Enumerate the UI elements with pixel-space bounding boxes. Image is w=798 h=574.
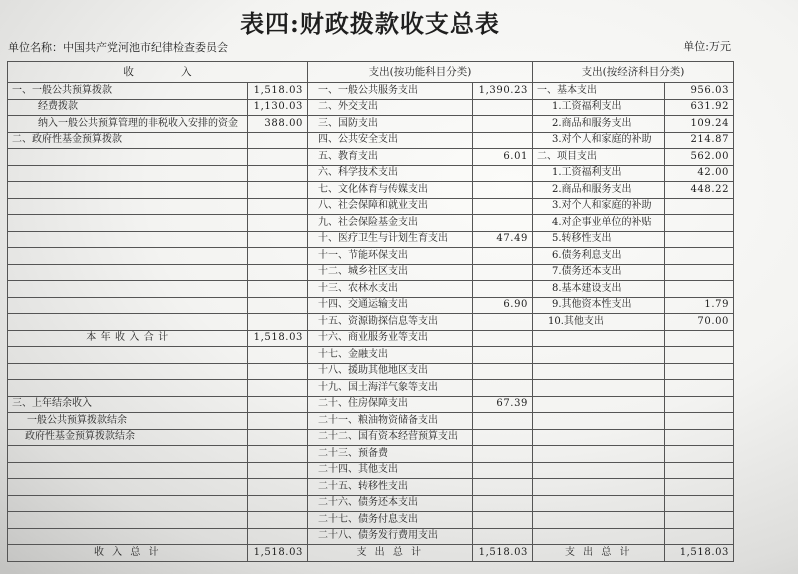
func-item: 十五、资源勘探信息等支出: [308, 314, 473, 331]
income-amount: [248, 429, 308, 446]
table-row: [8, 396, 734, 413]
econ-item: 9.其他资本性支出: [533, 297, 665, 314]
func-amount: [473, 512, 533, 529]
income-item: 一般公共预算拨款结余: [8, 413, 248, 430]
income-item: 本 年 收 入 合 计: [8, 330, 248, 347]
econ-item: [533, 528, 665, 545]
func-item: 十一、节能环保支出: [308, 248, 473, 265]
func-item: 二十五、转移性支出: [308, 479, 473, 496]
income-item: [8, 512, 248, 529]
table-row: [8, 264, 734, 281]
income-item: 一、一般公共预算拨款: [8, 83, 248, 100]
income-amount: [248, 528, 308, 545]
income-amount: [248, 215, 308, 232]
income-item: 纳入一般公共预算管理的非税收入安排的资金: [8, 116, 248, 133]
econ-amount: 562.00: [665, 149, 734, 166]
func-amount: 67.39: [473, 396, 533, 413]
income-amount: [248, 479, 308, 496]
income-item: [8, 347, 248, 364]
func-amount: 1,390.23: [473, 83, 533, 100]
econ-amount: [665, 479, 734, 496]
income-amount: [248, 347, 308, 364]
econ-amount: [665, 281, 734, 298]
func-item: 十三、农林水支出: [308, 281, 473, 298]
func-amount: 6.01: [473, 149, 533, 166]
econ-item: [533, 396, 665, 413]
table-row: [8, 347, 734, 364]
income-item: [8, 198, 248, 215]
econ-item: [533, 479, 665, 496]
table-row: [8, 297, 734, 314]
header-row: [8, 62, 734, 83]
table-row: [8, 462, 734, 479]
func-amount: [473, 528, 533, 545]
econ-amount: [665, 330, 734, 347]
income-header: 收 入: [8, 62, 308, 83]
income-item: [8, 528, 248, 545]
econ-item: 3.对个人和家庭的补助: [533, 132, 665, 149]
table-row: [8, 413, 734, 430]
table-row: [8, 116, 734, 133]
econ-item: [533, 462, 665, 479]
income-amount: [248, 413, 308, 430]
func-amount: 47.49: [473, 231, 533, 248]
econ-amount: 214.87: [665, 132, 734, 149]
income-amount: 1,518.03: [248, 545, 308, 562]
income-item: [8, 314, 248, 331]
econ-amount: [665, 380, 734, 397]
fiscal-budget-table: [7, 61, 734, 562]
econ-amount: [665, 396, 734, 413]
econ-amount: [665, 248, 734, 265]
func-amount: [473, 363, 533, 380]
econ-amount: [665, 347, 734, 364]
income-amount: 1,518.03: [248, 83, 308, 100]
func-item: 十六、商业服务业等支出: [308, 330, 473, 347]
func-amount: [473, 380, 533, 397]
func-amount: [473, 347, 533, 364]
econ-item: 一、基本支出: [533, 83, 665, 100]
func-expenditure-header: 支出(按功能科目分类): [308, 62, 533, 83]
econ-item: [533, 380, 665, 397]
econ-amount: [665, 462, 734, 479]
income-amount: [248, 198, 308, 215]
econ-amount: [665, 231, 734, 248]
func-amount: [473, 462, 533, 479]
func-item: 二十三、预备费: [308, 446, 473, 463]
econ-amount: [665, 495, 734, 512]
table-row: [8, 198, 734, 215]
func-item: 二十、住房保障支出: [308, 396, 473, 413]
econ-amount: [665, 512, 734, 529]
econ-amount: [665, 446, 734, 463]
func-amount: 1,518.03: [473, 545, 533, 562]
table-row: [8, 512, 734, 529]
income-amount: 1,518.03: [248, 330, 308, 347]
func-amount: [473, 479, 533, 496]
table-row: [8, 83, 734, 100]
page-title: 表四:财政拨款收支总表: [240, 9, 500, 38]
income-item: 三、上年结余收入: [8, 396, 248, 413]
func-item: 十七、金融支出: [308, 347, 473, 364]
income-amount: [248, 396, 308, 413]
income-item: [8, 231, 248, 248]
table-row: [8, 314, 734, 331]
econ-amount: [665, 528, 734, 545]
econ-item: 10.其他支出: [533, 314, 665, 331]
func-amount: [473, 215, 533, 232]
income-amount: [248, 446, 308, 463]
income-item: 经费拨款: [8, 99, 248, 116]
income-item: [8, 215, 248, 232]
econ-item: 3.对个人和家庭的补助: [533, 198, 665, 215]
econ-item: 1.工资福利支出: [533, 99, 665, 116]
income-item: [8, 495, 248, 512]
econ-item: [533, 512, 665, 529]
income-amount: [248, 512, 308, 529]
income-item: [8, 479, 248, 496]
income-item: [8, 165, 248, 182]
econ-amount: [665, 198, 734, 215]
func-item: 七、文化体育与传媒支出: [308, 182, 473, 199]
func-amount: [473, 446, 533, 463]
income-amount: 388.00: [248, 116, 308, 133]
income-amount: [248, 380, 308, 397]
econ-amount: 109.24: [665, 116, 734, 133]
income-item: [8, 446, 248, 463]
table-row: [8, 446, 734, 463]
econ-item: 8.基本建设支出: [533, 281, 665, 298]
econ-amount: 42.00: [665, 165, 734, 182]
income-amount: [248, 231, 308, 248]
econ-amount: [665, 429, 734, 446]
func-amount: [473, 132, 533, 149]
econ-item: [533, 495, 665, 512]
func-item: 二十六、债务还本支出: [308, 495, 473, 512]
table-row: [8, 281, 734, 298]
func-amount: [473, 182, 533, 199]
table-row: [8, 132, 734, 149]
func-item: 五、教育支出: [308, 149, 473, 166]
func-amount: 6.90: [473, 297, 533, 314]
income-amount: [248, 297, 308, 314]
income-amount: [248, 132, 308, 149]
income-item: [8, 264, 248, 281]
econ-item: 5.转移性支出: [533, 231, 665, 248]
income-item: [8, 363, 248, 380]
table-row: [8, 182, 734, 199]
func-amount: [473, 116, 533, 133]
income-amount: 1,130.03: [248, 99, 308, 116]
income-amount: [248, 314, 308, 331]
table-body: [8, 83, 734, 562]
func-item: 二十一、粮油物资储备支出: [308, 413, 473, 430]
econ-amount: 70.00: [665, 314, 734, 331]
func-item: 支 出 总 计: [308, 545, 473, 562]
income-item: [8, 380, 248, 397]
econ-amount: 1,518.03: [665, 545, 734, 562]
func-amount: [473, 413, 533, 430]
func-amount: [473, 198, 533, 215]
econ-item: [533, 363, 665, 380]
func-item: 二十四、其他支出: [308, 462, 473, 479]
income-amount: [248, 149, 308, 166]
table-row: [8, 528, 734, 545]
econ-amount: [665, 363, 734, 380]
econ-amount: 631.92: [665, 99, 734, 116]
econ-amount: [665, 413, 734, 430]
total-row: [8, 545, 734, 562]
func-item: 二十八、债务发行费用支出: [308, 528, 473, 545]
func-item: 十四、交通运输支出: [308, 297, 473, 314]
econ-item: 7.债务还本支出: [533, 264, 665, 281]
table-row: [8, 363, 734, 380]
table-row: [8, 330, 734, 347]
func-amount: [473, 495, 533, 512]
econ-amount: 956.03: [665, 83, 734, 100]
econ-amount: 1.79: [665, 297, 734, 314]
econ-item: 1.工资福利支出: [533, 165, 665, 182]
func-item: 八、社会保障和就业支出: [308, 198, 473, 215]
unit-label: 单位:万元: [683, 40, 731, 53]
table-row: [8, 429, 734, 446]
econ-item: 6.债务利息支出: [533, 248, 665, 265]
econ-amount: [665, 215, 734, 232]
func-item: 十、医疗卫生与计划生育支出: [308, 231, 473, 248]
income-amount: [248, 495, 308, 512]
income-amount: [248, 462, 308, 479]
func-amount: [473, 248, 533, 265]
income-amount: [248, 165, 308, 182]
income-item: 收 入 总 计: [8, 545, 248, 562]
table-row: [8, 248, 734, 265]
table-row: [8, 165, 734, 182]
func-amount: [473, 165, 533, 182]
func-item: 十九、国土海洋气象等支出: [308, 380, 473, 397]
func-item: 一、一般公共服务支出: [308, 83, 473, 100]
func-amount: [473, 99, 533, 116]
func-item: 二十七、债务付息支出: [308, 512, 473, 529]
func-item: 九、社会保险基金支出: [308, 215, 473, 232]
func-item: 二、外交支出: [308, 99, 473, 116]
econ-item: 2.商品和服务支出: [533, 182, 665, 199]
table-row: [8, 149, 734, 166]
func-amount: [473, 314, 533, 331]
econ-item: [533, 413, 665, 430]
func-amount: [473, 264, 533, 281]
income-amount: [248, 248, 308, 265]
table-row: [8, 231, 734, 248]
func-item: 十二、城乡社区支出: [308, 264, 473, 281]
income-item: [8, 182, 248, 199]
income-item: [8, 462, 248, 479]
income-item: [8, 149, 248, 166]
income-item: [8, 248, 248, 265]
econ-amount: [665, 264, 734, 281]
econ-item: 支 出 总 计: [533, 545, 665, 562]
income-item: 二、政府性基金预算拨款: [8, 132, 248, 149]
econ-item: [533, 446, 665, 463]
econ-item: [533, 429, 665, 446]
income-amount: [248, 363, 308, 380]
econ-item: [533, 330, 665, 347]
func-item: 四、公共安全支出: [308, 132, 473, 149]
func-item: 三、国防支出: [308, 116, 473, 133]
income-item: [8, 281, 248, 298]
func-item: 二十二、国有资本经营预算支出: [308, 429, 473, 446]
table-row: [8, 99, 734, 116]
econ-item: [533, 347, 665, 364]
econ-item: 4.对企事业单位的补贴: [533, 215, 665, 232]
unit-name: 单位名称：中国共产党河池市纪律检查委员会: [8, 41, 228, 54]
econ-expenditure-header: 支出(按经济科目分类): [533, 62, 734, 83]
table-row: [8, 495, 734, 512]
func-item: 六、科学技术支出: [308, 165, 473, 182]
econ-item: 二、项目支出: [533, 149, 665, 166]
income-amount: [248, 281, 308, 298]
func-amount: [473, 281, 533, 298]
income-amount: [248, 182, 308, 199]
income-item: [8, 297, 248, 314]
econ-item: 2.商品和服务支出: [533, 116, 665, 133]
income-item: 政府性基金预算拨款结余: [8, 429, 248, 446]
table-row: [8, 479, 734, 496]
func-item: 十八、援助其他地区支出: [308, 363, 473, 380]
func-amount: [473, 330, 533, 347]
table-row: [8, 215, 734, 232]
econ-amount: 448.22: [665, 182, 734, 199]
income-amount: [248, 264, 308, 281]
table-row: [8, 380, 734, 397]
func-amount: [473, 429, 533, 446]
